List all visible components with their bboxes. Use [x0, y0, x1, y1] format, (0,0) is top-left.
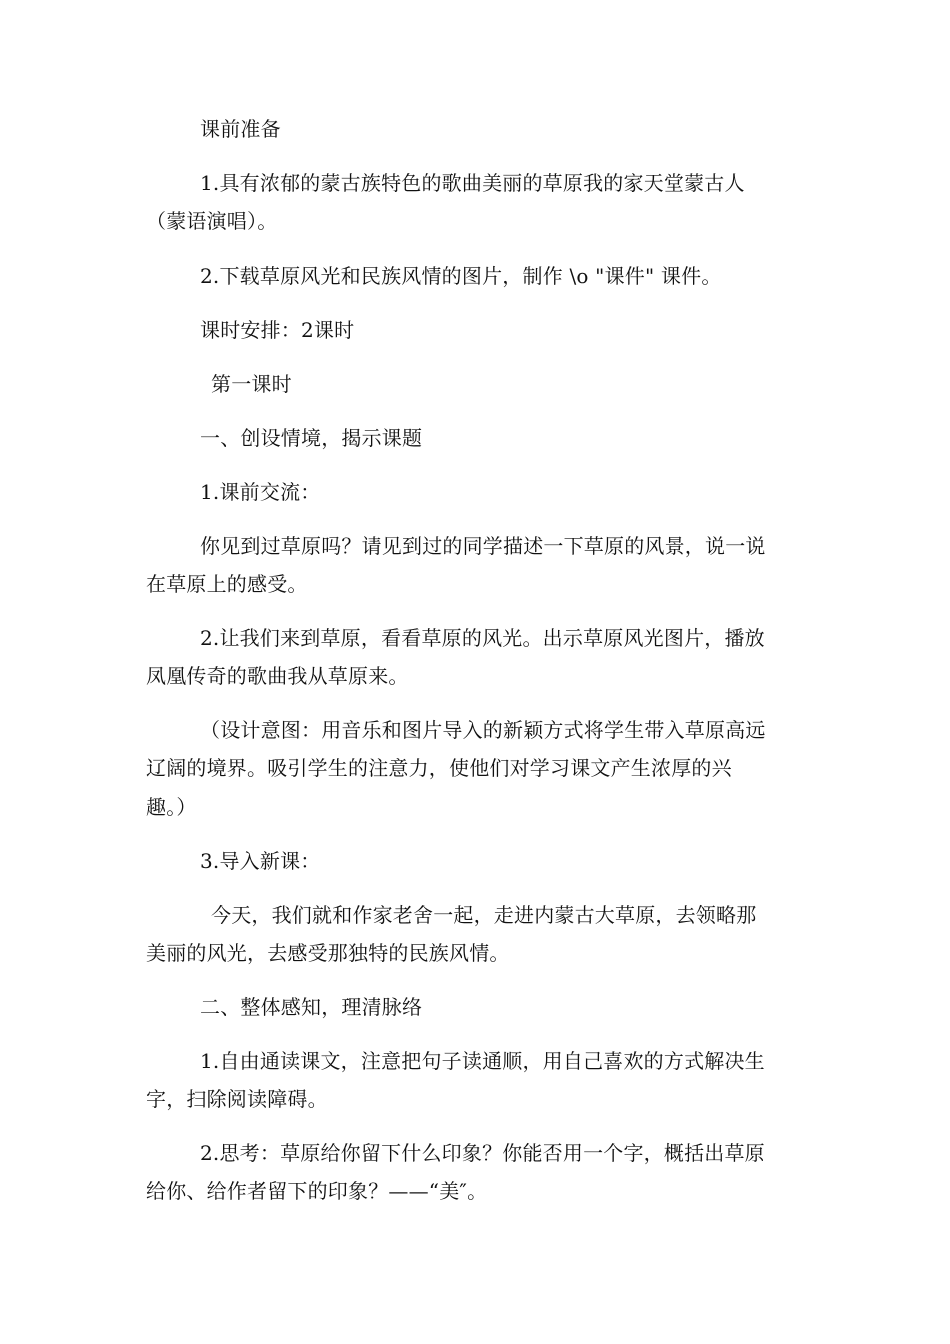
paragraph-line: 1.自由通读课文，注意把句子读通顺，用自己喜欢的方式解决生 [200, 1049, 765, 1073]
paragraph-line: 2.让我们来到草原，看看草原的风光。出示草原风光图片，播放 [200, 626, 765, 650]
paragraph-line: 你见到过草原吗？请见到过的同学描述一下草原的风景，说一说 [200, 534, 766, 558]
lesson-heading: 第一课时 [211, 372, 292, 396]
paragraph-line: 1.具有浓郁的蒙古族特色的歌曲美丽的草原我的家天堂蒙古人 [200, 171, 745, 195]
paragraph-line: 字，扫除阅读障碍。 [146, 1087, 328, 1111]
section-heading: 一、创设情境，揭示课题 [200, 426, 423, 450]
paragraph-line: 美丽的风光，去感受那独特的民族风情。 [146, 941, 510, 965]
section-heading: 二、整体感知，理清脉络 [200, 995, 423, 1019]
schedule-line: 课时安排：2课时 [200, 318, 355, 342]
design-intent-line: 趣。） [146, 795, 197, 819]
paragraph-line: 凤凰传奇的歌曲我从草原来。 [146, 664, 409, 688]
paragraph-line: 3.导入新课： [200, 849, 321, 873]
paragraph-line: （蒙语演唱）。 [146, 209, 278, 233]
paragraph-line: 在草原上的感受。 [146, 572, 308, 596]
design-intent-line: 辽阔的境界。吸引学生的注意力，使他们对学习课文产生浓厚的兴 [146, 756, 732, 780]
paragraph-line: 2.思考：草原给你留下什么印象？你能否用一个字，概括出草原 [200, 1141, 765, 1165]
paragraph-line: 1.课前交流： [200, 480, 321, 504]
paragraph-line: 今天，我们就和作家老舍一起，走进内蒙古大草原，去领略那 [211, 903, 757, 927]
design-intent-line: （设计意图：用音乐和图片导入的新颖方式将学生带入草原高远 [200, 718, 766, 742]
paragraph-line: 2.下载草原风光和民族风情的图片，制作 \o "课件" 课件。 [200, 264, 722, 288]
paragraph-line: 给你、给作者留下的印象？——“美″。 [146, 1179, 488, 1203]
section-heading-preparation: 课前准备 [200, 117, 281, 141]
